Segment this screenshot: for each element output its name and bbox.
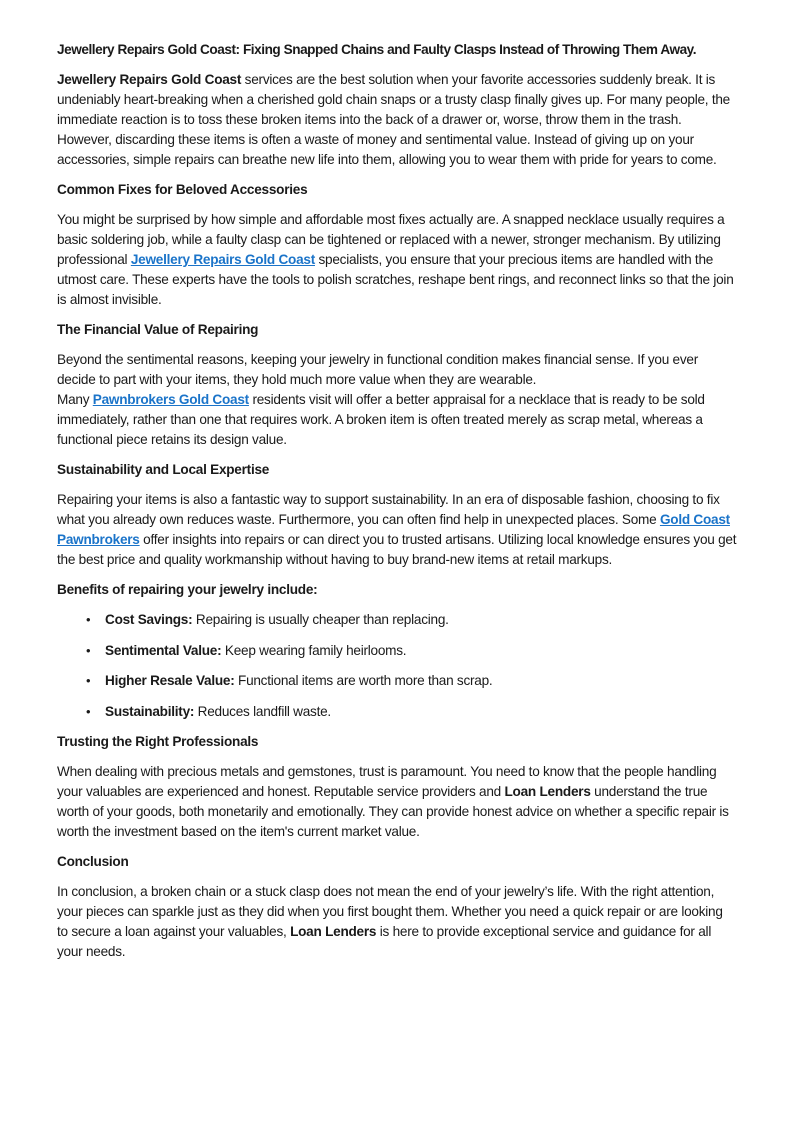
heading-sustainability: Sustainability and Local Expertise — [57, 462, 270, 477]
heading-benefits: Benefits of repairing your jewelry include: — [57, 582, 318, 597]
body-text: Many — [57, 392, 93, 407]
intro-paragraph — [57, 70, 737, 170]
body-text: offer insights into repairs or can direct you to trusted artisans. Utilizing local knowledge ensures you get the best price and quality workmanship without having to buy brand-new items at retail markups. — [57, 532, 737, 567]
bullet-icon: • — [86, 703, 91, 719]
bullet-description: Functional items are worth more than scrap. — [234, 673, 493, 688]
sustainability-paragraph — [57, 490, 737, 570]
body-text: Repairing your items is also a fantastic way to support sustainability. In an era of disposable fashion, choosing to fix what you already own reduces waste. Furthermore, you can often find help in unexpected places. Some — [57, 492, 720, 527]
benefits-list — [57, 610, 737, 722]
bullet-sustainability — [57, 702, 737, 722]
document-body — [57, 70, 737, 962]
bold-text: Loan Lenders — [504, 784, 591, 799]
heading-common-fixes: Common Fixes for Beloved Accessories — [57, 182, 308, 197]
body-text: When dealing with precious metals and gemstones, trust is paramount. You need to know that the people handling your valuables are experienced and honest. Reputable service providers and — [57, 764, 717, 799]
pawnbrokers-gold-coast-link[interactable]: Pawnbrokers Gold Coast — [92, 392, 249, 407]
bold-text: Loan Lenders — [290, 924, 377, 939]
bullet-description: Repairing is usually cheaper than replacing. — [192, 612, 449, 627]
body-text: Beyond the sentimental reasons, keeping your jewelry in functional condition makes financial sense. If you ever decide to part with your items, they hold much more value when they are wearable. — [57, 352, 698, 387]
bullet-cost-savings — [57, 610, 737, 630]
financial-value-paragraph — [57, 350, 737, 450]
heading-financial-value: The Financial Value of Repairing — [57, 322, 259, 337]
bullet-label: Higher Resale Value: — [105, 673, 235, 688]
common-fixes-paragraph — [57, 210, 737, 310]
bullet-icon: • — [86, 612, 91, 627]
trusting-professionals-paragraph — [57, 762, 737, 842]
bullet-label: Sentimental Value: — [105, 642, 222, 658]
bullet-label: Sustainability: — [105, 703, 195, 719]
body-text: In conclusion, a broken chain or a stuck clasp does not mean the end of your jewelry’s life. With the right attention, your pieces can sparkle just as they did when you first bought them. Whether you need a quick repair or are looking to secure a loan against your valuables, — [57, 884, 723, 939]
conclusion-paragraph — [57, 882, 737, 962]
body-text: understand the true worth of your goods, both monetarily and emotionally. They can provide honest advice on whether a specific repair is worth the investment based on the item's current market value. — [57, 784, 729, 839]
heading-conclusion: Conclusion — [57, 854, 129, 869]
bullet-sentimental-value — [57, 641, 737, 661]
heading-trusting-professionals: Trusting the Right Professionals — [57, 734, 259, 749]
bullet-higher-resale-value — [57, 671, 737, 691]
body-text: is here to provide exceptional service and guidance for all your needs. — [57, 924, 712, 959]
bullet-icon: • — [86, 673, 91, 688]
bullet-icon: • — [86, 642, 91, 658]
jewellery-repairs-gold-coast-link[interactable]: Jewellery Repairs Gold Coast — [130, 252, 315, 267]
bold-text: Jewellery Repairs Gold Coast — [57, 72, 242, 87]
bullet-label: Cost Savings: — [105, 612, 193, 627]
body-text: specialists, you ensure that your precious items are handled with the utmost care. These experts have the tools to polish scratches, reshape bent rings, and reconnect links so that the join is almost invisible. — [57, 252, 734, 307]
bullet-description: Reduces landfill waste. — [194, 703, 331, 719]
document-title: Jewellery Repairs Gold Coast: Fixing Snapped Chains and Faulty Clasps Instead of Throwing Them Away. — [57, 42, 697, 57]
body-text: You might be surprised by how simple and affordable most fixes actually are. A snapped necklace usually requires a basic soldering job, while a faulty clasp can be tightened or replaced with a newer, stronger mechanism. By utilizing professional — [57, 212, 725, 267]
body-text: services are the best solution when your favorite accessories suddenly break. It is undeniably heart-breaking when a cherished gold chain snaps or a trusty clasp finally gives up. For many people, the immediate reaction is to toss these broken items into the back of a drawer or, worse, throw them in the trash. However, discarding these items is often a waste of money and sentimental value. Instead of giving up on your accessories, simple repairs can breathe new life into them, allowing you to wear them with pride for years to come. — [57, 72, 730, 167]
gold-coast-pawnbrokers-link[interactable]: Gold Coast Pawnbrokers — [57, 512, 730, 547]
bullet-description: Keep wearing family heirlooms. — [221, 642, 407, 658]
body-text: residents visit will offer a better appraisal for a necklace that is ready to be sold immediately, rather than one that requires work. A broken item is often treated merely as scrap metal, whereas a functional piece retains its design value. — [57, 392, 705, 447]
